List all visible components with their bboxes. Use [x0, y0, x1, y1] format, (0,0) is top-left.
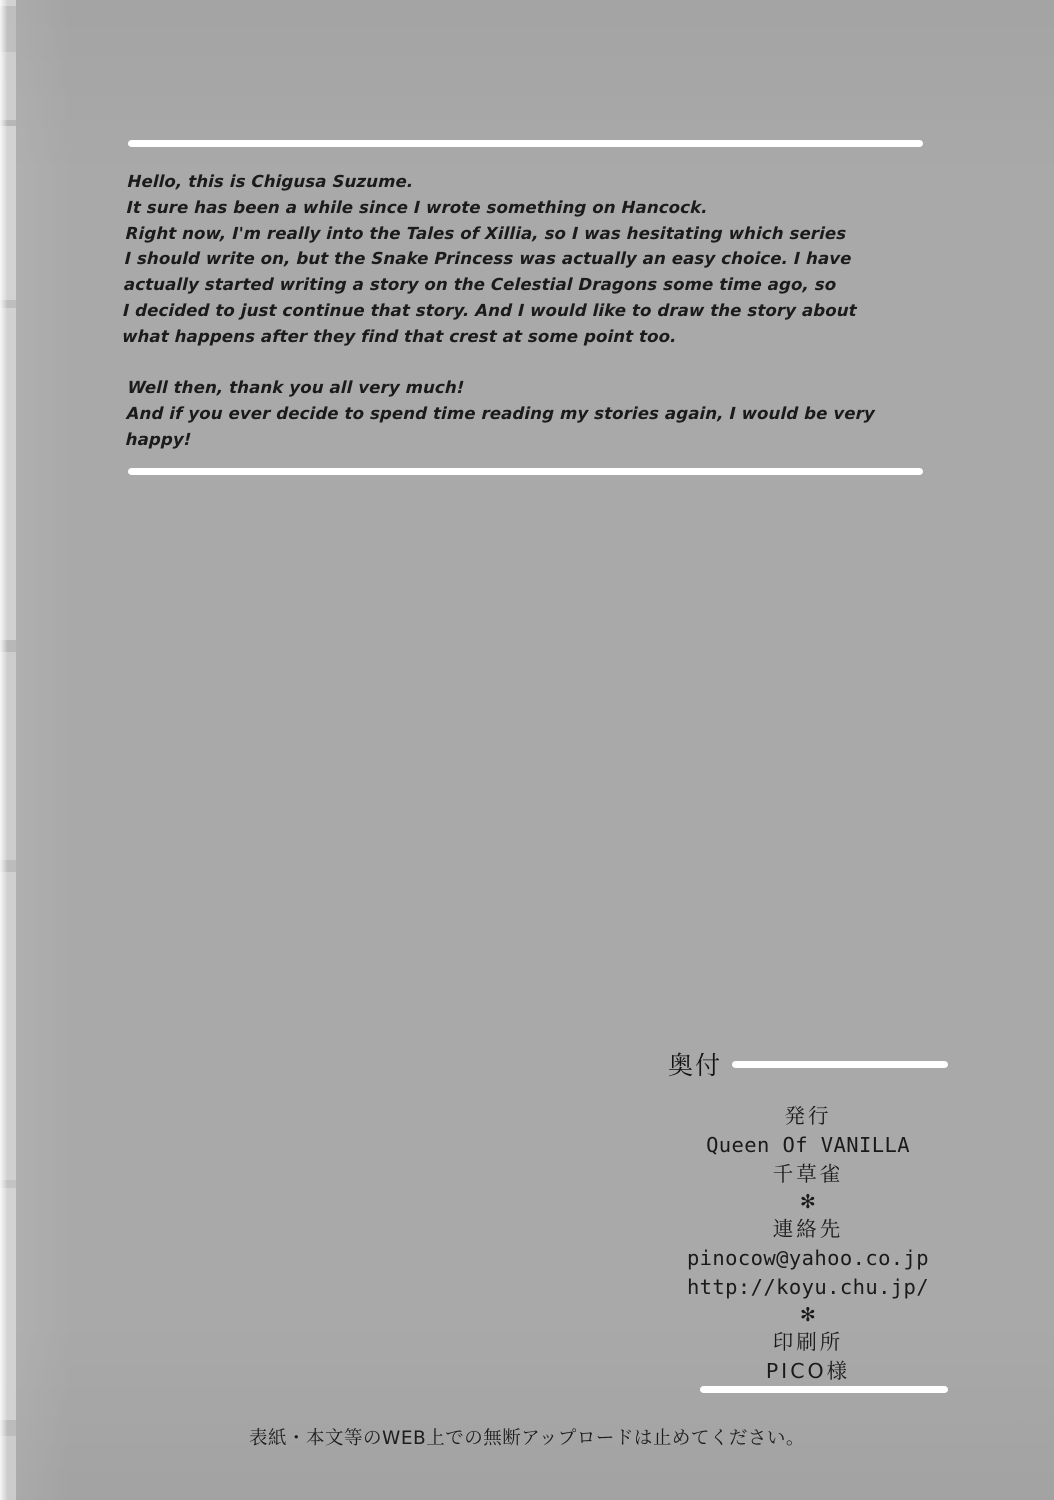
colophon-bottom-divider [700, 1386, 948, 1393]
colophon-printer-label: 印刷所 [772, 1330, 844, 1354]
asterisk-icon-2: ✻ [799, 1304, 817, 1326]
colophon-author: 千草雀 [772, 1162, 844, 1186]
upload-prohibition-notice: 表紙・本文等のWEB上での無断アップロードは止めてください。 [249, 1428, 805, 1449]
afterword-paragraph-1: Hello, this is Chigusa Suzume. It sure has been a while since I wrote something on Hancock. Right now, I'm really into the Tales of Xillia, so I was hesitating which series I should write on, but the Snake Princess was actually an easy choice. I have actually started writing a story on the Celestial Dragons some time ago, so I decided to just continue that story. And I would like to draw the story about what happens after they find that crest at some point too. [121, 172, 858, 346]
colophon-contact-label: 連絡先 [772, 1217, 844, 1241]
colophon-block [668, 1046, 948, 1386]
colophon-printer-name: PICO様 [765, 1359, 851, 1383]
colophon-website: http://koyu.chu.jp/ [686, 1275, 930, 1299]
colophon-heading-divider [732, 1061, 948, 1068]
asterisk-icon-1: ✻ [799, 1191, 817, 1213]
afterword-block [121, 140, 928, 475]
afterword-bottom-divider [128, 468, 923, 475]
afterword-top-divider [128, 140, 923, 147]
colophon-details [668, 1102, 948, 1386]
colophon-heading-label: 奥付 [668, 1051, 723, 1080]
colophon-email: pinocow@yahoo.co.jp [686, 1246, 930, 1270]
colophon-publication-label: 発行 [784, 1104, 832, 1128]
scan-edge-highlight [0, 0, 7, 1500]
colophon-heading-row [668, 1046, 948, 1082]
afterword-paragraph-2: Well then, thank you all very much! And if you ever decide to spend time reading my stories again, I would be very happy! [125, 377, 882, 449]
colophon-circle-name: Queen Of VANILLA [706, 1133, 910, 1157]
